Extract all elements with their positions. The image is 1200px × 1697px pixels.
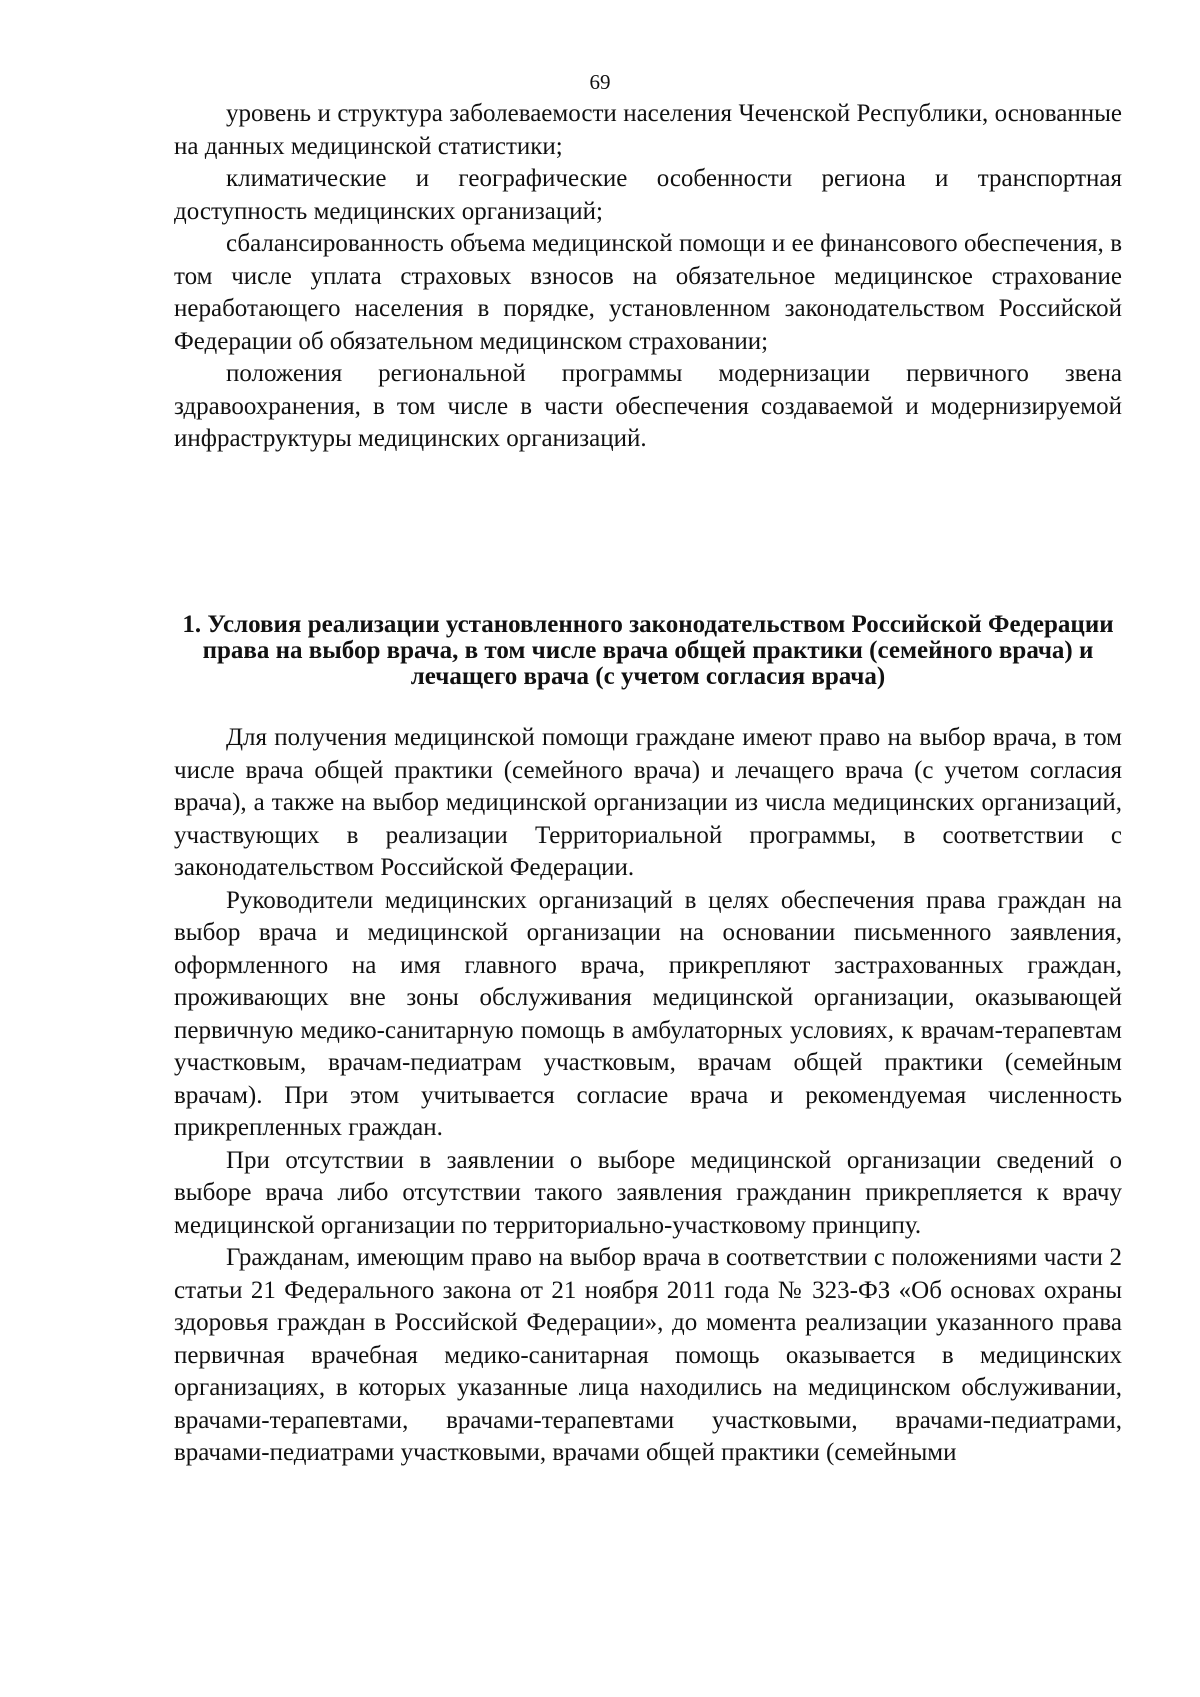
page-number: 69 (589, 70, 611, 94)
paragraph: климатические и географические особенности региона и транспортная доступность медицинских организаций; (174, 165, 1122, 225)
paragraph: сбалансированность объема медицинской помощи и ее финансового обеспечения, в том числе уплата страховых взносов на обязательное медицинское страхование неработающего населения в порядке, установленном законодательством Российской Федерации об обязательном медицинском страховании; (174, 230, 1122, 355)
paragraph: Руководители медицинских организаций в целях обеспечения права граждан на выбор врача и медицинской организации на основании письменного заявления, оформленного на имя главного врача, прикрепляют застрахованных граждан, проживающих вне зоны обслуживания медицинской организации, оказывающей первичную медико-санитарную помощь в амбулаторных условиях, к врачам-терапевтам участковым, врачам-педиатрам участковым, врачам общей практики (семейным врачам). При этом учитывается согласие врача и рекомендуемая численность прикрепленных граждан. (174, 886, 1122, 1141)
paragraph: При отсутствии в заявлении о выборе медицинской организации сведений о выборе врача либо отсутствии такого заявления гражданин прикрепляется к врачу медицинской организации по территориально-участковому принципу. (174, 1146, 1122, 1239)
section-text-block (174, 722, 1122, 1470)
paragraph: Гражданам, имеющим право на выбор врача в соответствии с положениями части 2 статьи 21 Федерального закона от 21 ноября 2011 года № 323-ФЗ «Об основах охраны здоровья граждан в Российской Федерации», до момента реализации указанного права первичная врачебная медико-санитарная помощь оказывается в медицинских организациях, в которых указанные лица находились на медицинском обслуживании, врачами-терапевтами, врачами-терапевтами участковыми, врачами-педиатрами, врачами-педиатрами участковыми, врачами общей практики (семейными (174, 1244, 1122, 1466)
section-heading: 1. Условия реализации установленного законодательством Российской Федерации права на выбор врача, в том числе врача общей практики (семейного врача) и лечащего врача (с учетом согласия врача) (182, 611, 1114, 690)
paragraph: положения региональной программы модернизации первичного звена здравоохранения, в том числе в части обеспечения создаваемой и модернизируемой инфраструктуры медицинских организаций. (174, 360, 1122, 452)
paragraph: уровень и структура заболеваемости населения Чеченской Республики, основанные на данных медицинской статистики; (174, 100, 1122, 160)
intro-text-block (174, 98, 1122, 456)
paragraph: Для получения медицинской помощи граждане имеют право на выбор врача, в том числе врача общей практики (семейного врача) и лечащего врача (с учетом согласия врача), а также на выбор медицинской организации из числа медицинских организаций, участвующих в реализации Территориальной программы, в соответствии с законодательством Российской Федерации. (174, 724, 1122, 881)
